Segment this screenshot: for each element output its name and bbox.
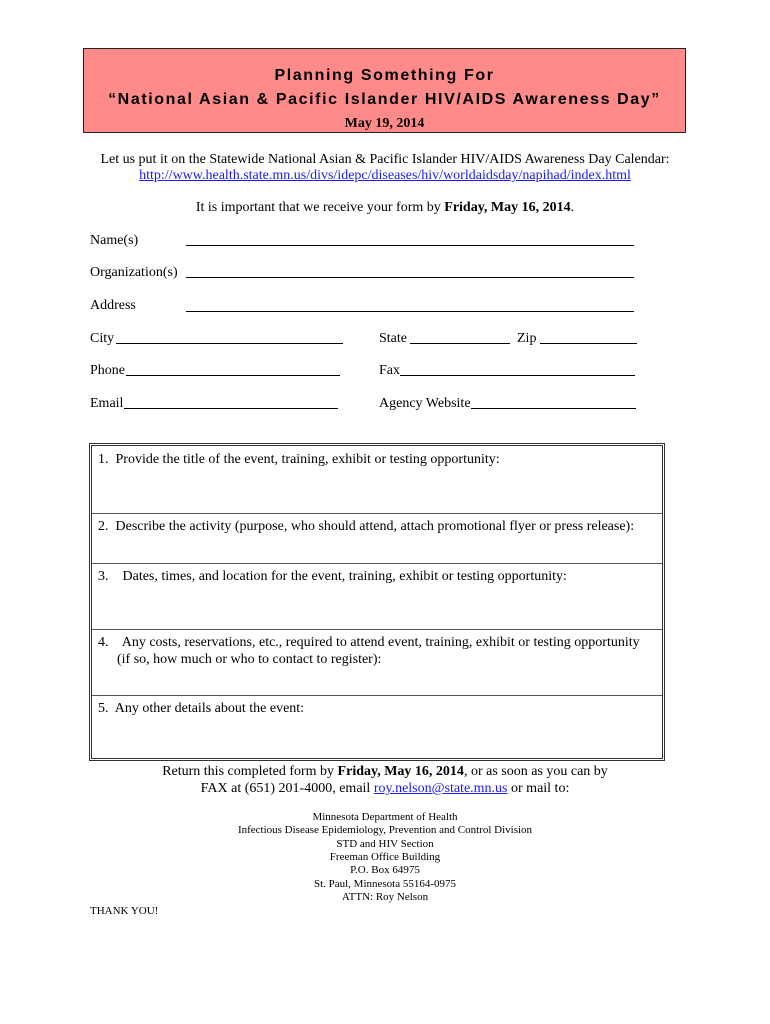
email-field[interactable] xyxy=(124,408,338,409)
organizations-field[interactable] xyxy=(186,277,634,278)
city-field[interactable] xyxy=(116,343,343,344)
return-suffix: , or as soon as you can by xyxy=(463,764,608,779)
fax-info: FAX at (651) 201-4000, email xyxy=(200,781,374,796)
header-banner xyxy=(83,48,686,133)
question-row-5[interactable] xyxy=(92,695,662,758)
header-title-line2: “National Asian & Pacific Islander HIV/AIDS Awareness Day” xyxy=(108,91,661,108)
address-line: Minnesota Department of Health xyxy=(312,811,458,823)
question-3 xyxy=(98,568,654,585)
question-row-4[interactable] xyxy=(92,629,662,696)
address-line: P.O. Box 64975 xyxy=(350,864,420,876)
zip-field[interactable] xyxy=(540,343,637,344)
city-label: City xyxy=(90,331,115,346)
fax-field[interactable] xyxy=(400,375,635,376)
names-field[interactable] xyxy=(186,245,634,246)
address-field[interactable] xyxy=(186,311,634,312)
deadline-suffix: . xyxy=(570,200,575,215)
names-label: Name(s) xyxy=(90,233,139,248)
question-text: Any other details about the event: xyxy=(114,701,305,716)
question-text: Any costs, reservations, etc., required to attend event, training, exhibit or testing opportunity xyxy=(121,635,640,650)
fax-label: Fax xyxy=(379,363,400,378)
deadline-date: Friday, May 16, 2014 xyxy=(444,200,571,215)
phone-label: Phone xyxy=(90,363,125,378)
question-5 xyxy=(98,700,654,717)
intro-text: Let us put it on the Statewide National Asian & Pacific Islander HIV/AIDS Awareness Day Calendar: xyxy=(100,152,670,167)
calendar-link[interactable]: http://www.health.state.mn.us/divs/idepc/diseases/hiv/worldaidsday/napihad/index.html xyxy=(139,168,631,183)
contact-email-link[interactable]: roy.nelson@state.mn.us xyxy=(373,781,508,796)
question-4 xyxy=(98,634,654,668)
question-1 xyxy=(98,451,654,468)
question-number: 3. xyxy=(98,569,109,584)
question-text: Provide the title of the event, training, exhibit or testing opportunity: xyxy=(115,452,500,467)
question-text: Describe the activity (purpose, who should attend, attach promotional flyer or press release): xyxy=(115,519,635,534)
question-number: 2. xyxy=(98,519,109,534)
header-date: May 19, 2014 xyxy=(344,116,425,131)
question-number: 5. xyxy=(98,701,109,716)
deadline-text xyxy=(0,200,770,216)
question-text: Dates, times, and location for the event, training, exhibit or testing opportunity: xyxy=(122,569,567,584)
deadline-prefix: It is important that we receive your form by xyxy=(195,200,445,215)
address-line: STD and HIV Section xyxy=(336,838,434,850)
address-line: ATTN: Roy Nelson xyxy=(341,891,429,903)
address-line: St. Paul, Minnesota 55164-0975 xyxy=(313,878,457,890)
thank-you-text: THANK YOU! xyxy=(90,905,159,917)
organizations-label: Organization(s) xyxy=(90,265,178,280)
question-row-2[interactable] xyxy=(92,513,662,564)
agency-website-field[interactable] xyxy=(471,408,636,409)
questions-table xyxy=(89,443,665,761)
question-2 xyxy=(98,518,654,535)
question-text-continued: (if so, how much or who to contact to register): xyxy=(117,652,382,667)
question-number: 4. xyxy=(98,635,109,650)
phone-field[interactable] xyxy=(126,375,340,376)
intro-link-row xyxy=(0,168,770,184)
return-prefix: Return this completed form by xyxy=(162,764,338,779)
state-field[interactable] xyxy=(410,343,510,344)
header-title-line1: Planning Something For xyxy=(274,67,495,84)
return-date: Friday, May 16, 2014 xyxy=(337,764,464,779)
question-row-1[interactable] xyxy=(92,446,662,514)
agency-website-label: Agency Website xyxy=(379,396,471,411)
address-line: Freeman Office Building xyxy=(329,851,441,863)
address-label: Address xyxy=(90,298,136,313)
question-number: 1. xyxy=(98,452,109,467)
zip-label: Zip xyxy=(517,331,537,346)
address-line: Infectious Disease Epidemiology, Prevention and Control Division xyxy=(237,824,533,836)
email-label: Email xyxy=(90,396,124,411)
question-row-3[interactable] xyxy=(92,563,662,630)
return-line-2 xyxy=(0,780,770,797)
return-line-1 xyxy=(0,763,770,780)
mail-info: or mail to: xyxy=(507,781,570,796)
state-label: State xyxy=(379,331,407,346)
